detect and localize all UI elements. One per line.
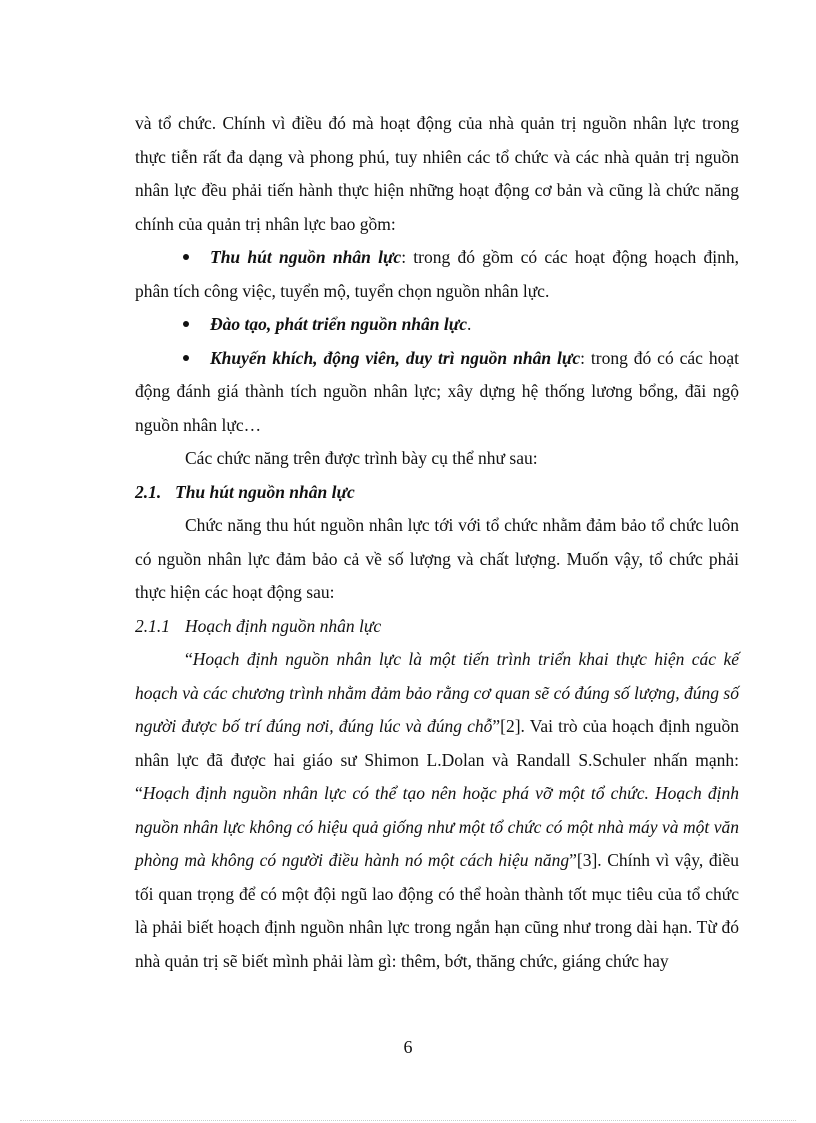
page-number: 6 (403, 1037, 413, 1057)
section-title: Thu hút nguồn nhân lực (175, 481, 355, 502)
paragraph-intro: và tổ chức. Chính vì điều đó mà hoạt động của nhà quản trị nguồn nhân lực trong thực tiễn rất đa dạng và phong phú, tuy nhiên các tổ chức và các nhà quản trị nguồn nhân lực đều phải tiến hành thực hiện những hoạt động cơ bản và cũng là chức năng chính của quản trị nhân lực bao gồm: (135, 113, 739, 234)
paragraph-planning (135, 643, 739, 978)
paragraph-functions-intro: Các chức năng trên được trình bày cụ thể như sau: (185, 448, 538, 468)
bullet-icon (183, 355, 189, 361)
bullet-icon (183, 254, 189, 260)
subsection-heading (135, 610, 739, 644)
bullet-text: : trong đó gồm có các hoạt động hoạch định, phân tích công việc, tuyển mộ, tuyển chọn nguồn nhân lực. (135, 247, 739, 301)
text-after-quote-1: ”[2]. Vai trò của hoạch định nguồn nhân lực đã được hai giáo sư Shimon L.Dolan và Randall S.Schuler nhấn mạnh: “ (135, 716, 739, 803)
subsection-title: Hoạch định nguồn nhân lực (185, 615, 382, 636)
open-quote: “ (185, 649, 193, 669)
quote-dolan-schuler: Hoạch định nguồn nhân lực có thể tạo nên hoặc phá vỡ một tổ chức. Hoạch định nguồn nhân lực không có hiệu quả giống như một tổ chức có một nhà máy và một văn phòng mà không có người điều hành nó một cách hiệu năng (135, 783, 739, 870)
section-number: 2.1. (135, 481, 162, 502)
bullet-heading: Đào tạo, phát triển nguồn nhân lực (210, 314, 468, 334)
text-after-quote-2: ”[3]. Chính vì vậy, điều tối quan trọng để có một đội ngũ lao động có thể hoàn thành tốt mục tiêu của tổ chức là phải biết hoạch định nguồn nhân lực trong ngắn hạn cũng như trong dài hạn. Từ đó nhà quản trị sẽ biết mình phải làm gì: thêm, bớt, thăng chức, giáng chức hay (135, 850, 739, 971)
bullet-text: . (467, 314, 472, 334)
bullet-heading: Khuyến khích, động viên, duy trì nguồn nhân lực (210, 347, 581, 368)
bullet-item-1 (135, 241, 739, 308)
page-body (135, 107, 739, 978)
bullet-icon (183, 321, 189, 327)
page-bottom-divider (20, 1120, 796, 1121)
bullet-text: : trong đó có các hoạt động đánh giá thành tích nguồn nhân lực; xây dựng hệ thống lương bổng, đãi ngộ nguồn nhân lực… (135, 347, 739, 435)
section-heading (135, 476, 739, 510)
bullet-item-2 (135, 308, 739, 342)
bullet-item-3 (135, 342, 739, 443)
paragraph-section: Chức năng thu hút nguồn nhân lực tới với tổ chức nhằm đảm bảo tổ chức luôn có nguồn nhân lực đảm bảo cả về số lượng và chất lượng. Muốn vậy, tổ chức phải thực hiện các hoạt động sau: (135, 515, 739, 602)
quote-definition: Hoạch định nguồn nhân lực là một tiến trình triển khai thực hiện các kế hoạch và các chương trình nhằm đảm bảo rằng cơ quan sẽ có đúng số lượng, đúng số người được bố trí đúng nơi, đúng lúc và đúng chỗ (135, 649, 739, 736)
subsection-number: 2.1.1 (135, 615, 170, 636)
bullet-heading: Thu hút nguồn nhân lực (210, 247, 402, 267)
